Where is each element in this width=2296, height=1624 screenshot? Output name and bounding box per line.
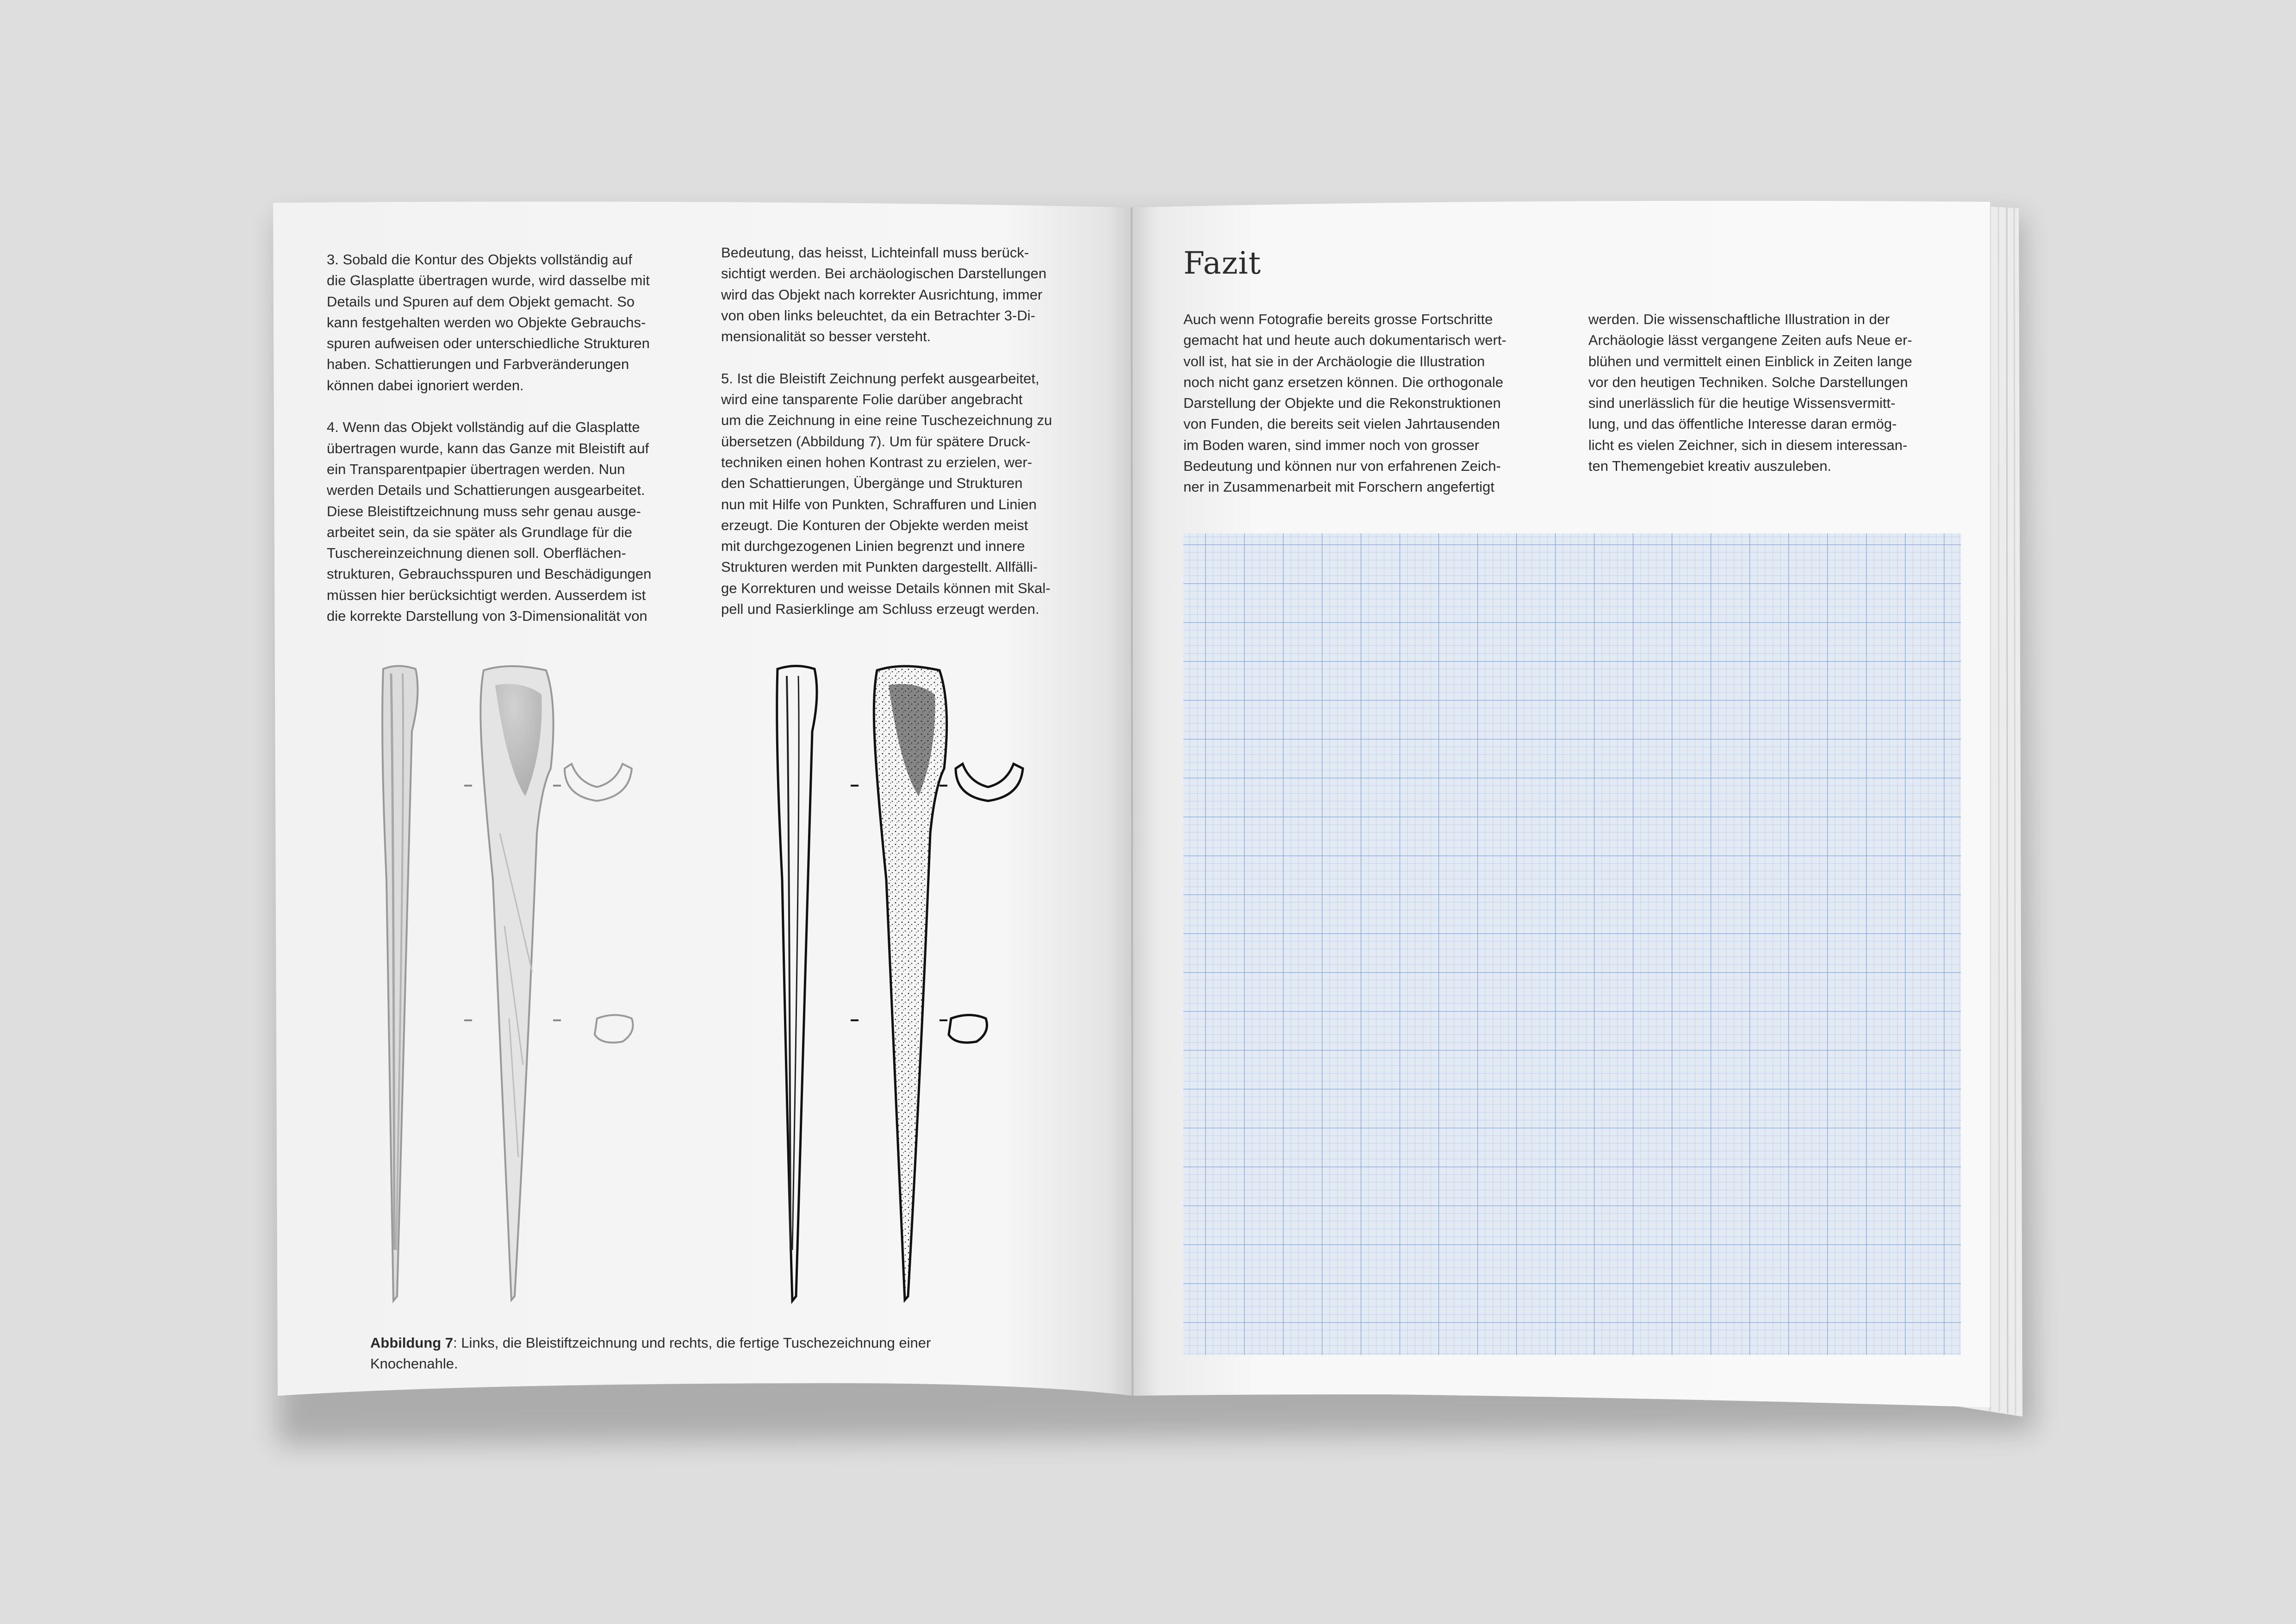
figure-caption (370, 1332, 1018, 1374)
caption-text: : Links, die Bleistiftzeichnung und rechts, die fertige Tuschezeichnung einer Knochenahle. (370, 1335, 931, 1372)
left-page-column-1: 3. Sobald die Kontur des Objekts vollständig auf die Glasplatte übertragen wurde, wird dasselbe mit Details und Spuren auf dem Objekt gemacht. So kann festgehalten werden wo Objekte Gebrauchs- spuren aufweisen oder unterschiedliche Strukturen haben. Schattierungen und Farbveränderungen können dabei ignoriert werden. 4. Wenn das Objekt vollständig auf die Glasplatte übertragen wurde, kann das Ganze mit Bleistift auf ein Transparentpapier übertragen werden. Nun werden Details und Schattierungen ausgearbeitet. Diese Bleistiftzeichnung muss sehr genau ausge- arbeitet sein, da sie später als Grundlage für die Tuschereinzeichnung dienen soll. Oberflächen- strukturen, Gebrauchsspuren und Beschädigungen müssen hier berücksichtigt werden. Ausserdem ist die korrekte Darstellung von 3-Dimensionalität von (327, 251, 652, 625)
page-title: Fazit (1183, 245, 1262, 281)
right-page-column-2: werden. Die wissenschaftliche Illustration in der Archäologie lässt vergangene Zeiten aufs Neue er- blühen und vermittelt einen Einblick in Zeiten lange vor den heutigen Techniken. Solche Darstellungen sind unerlässlich für die heutige Wissensvermitt- lung, und das öffentliche Interesse daran ermög- licht es vielen Zeichner, sich in diesem interessan- ten Themengebiet kreativ auszuleben. (1588, 311, 1912, 475)
caption-label: Abbildung 7 (370, 1335, 454, 1351)
left-page-column-2: Bedeutung, das heisst, Lichteinfall muss berück- sichtigt werden. Bei archäologischen Darstellungen wird das Objekt nach korrekter Ausrichtung, immer von oben links beleuchtet, da ein Betrachter 3-Di- mensionalität so besser versteht. 5. Ist die Bleistift Zeichnung perfekt ausgearbeitet, wird eine tansparente Folie darüber angebracht um die Zeichnung in eine reine Tuschezeichnung zu übersetzen (Abbildung 7). Um für spätere Druck- techniken einen hohen Kontrast zu erzielen, wer- den Schattierungen, Übergänge und Strukturen nun mit Hilfe von Punkten, Schraffuren und Linien erzeugt. Die Konturen der Objekte werden meist mit durchgezogenen Linien begrenzt und innere Strukturen werden mit Punkten dargestellt. Allfälli- ge Korrekturen und weisse Details können mit Skal- pell und Rasierklinge am Schluss erzeugt werden. (721, 244, 1052, 618)
graph-paper-image (1183, 533, 1961, 1355)
right-page-column-1: Auch wenn Fotografie bereits grosse Fortschritte gemacht hat und heute auch dokumentarisch wert- voll ist, hat sie in der Archäologie die Illustration noch nicht ganz ersetzen können. Die orthogonale Darstellung der Objekte und die Rekonstruktionen von Funden, die bereits seit vielen Jahrtausenden im Boden waren, sind immer noch von grosser Bedeutung und können nur von erfahrenen Zeich- ner in Zusammenarbeit mit Forschern angefertigt (1183, 311, 1506, 495)
